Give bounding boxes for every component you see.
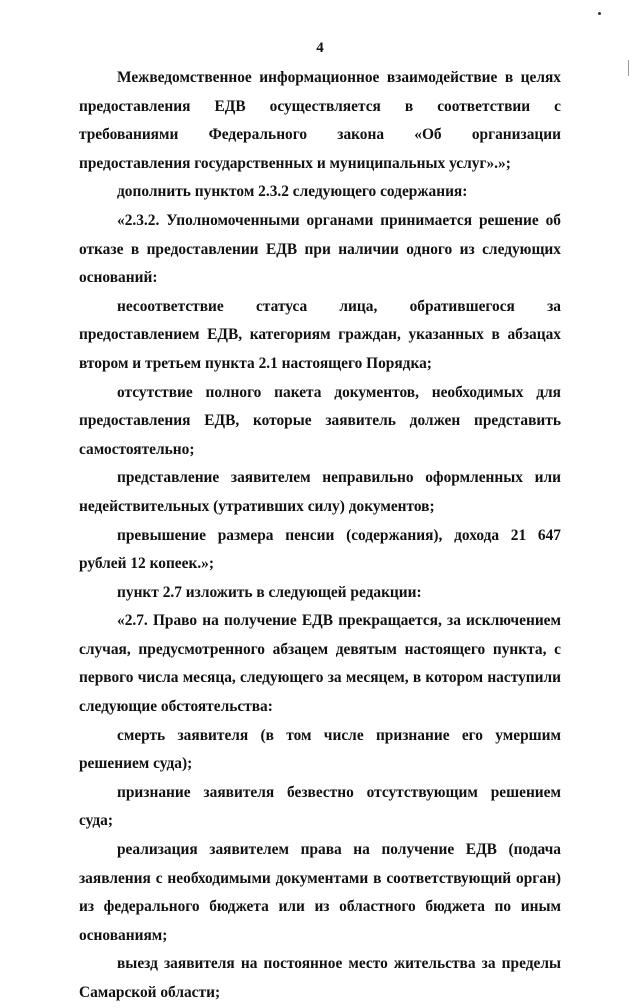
scan-speck: [598, 12, 601, 15]
paragraph-clause-2-7-intro: пункт 2.7 изложить в следующей редакции:: [117, 583, 422, 601]
scan-edge-mark: [628, 60, 629, 76]
paragraph-clause-2-7: «2.7. Право на получение ЕДВ прекращается, за исключением случая, предусмотренного абзацем девятым настоящего пункта, с первого числа месяца, следующего за месяцем, в котором наступили следующие обстоятельства:: [79, 612, 561, 716]
paragraph-income-threshold: превышение размера пенсии (содержания), дохода 21 647 рублей 12 копеек.»;: [79, 526, 561, 573]
paragraph-incomplete-documents: отсутствие полного пакета документов, необходимых для предоставления ЕДВ, которые заявитель должен представить самостоятельно;: [79, 383, 561, 458]
paragraph-invalid-documents: представление заявителем неправильно оформленных или недействительных (утративших силу) документов;: [79, 469, 561, 515]
paragraph-interagency-cooperation: Межведомственное информационное взаимодействие в целях предоставления ЕДВ осуществляется в соответствии с требованиями Федерального закона «Об организации предоставления государственных и муниципальных услуг».»;: [79, 69, 561, 172]
paragraph-clause-2-3-2: «2.3.2. Уполномоченными органами принимается решение об отказе в предоставлении ЕДВ при наличии одного из следующих оснований:: [79, 211, 561, 287]
paragraph-add-clause-2-3-2: дополнить пунктом 2.3.2 следующего содержания:: [117, 183, 468, 201]
paragraph-relocation: выезд заявителя на постоянное место жительства за пределы Самарской области;: [79, 955, 561, 1001]
page-number: 4: [316, 40, 324, 56]
paragraph-death-of-applicant: смерть заявителя (в том числе признание его умершим решением суда);: [79, 726, 561, 773]
paragraph-other-grounds: реализация заявителем права на получение ЕДВ (подача заявления с необходимыми документами в соответствующий орган) из федерального бюджета или из областного бюджета по иным основаниям;: [79, 841, 561, 944]
paragraph-status-mismatch: несоответствие статуса лица, обратившегося за предоставлением ЕДВ, категориям граждан, указанных в абзацах втором и третьем пункта 2.1 настоящего Порядка;: [79, 297, 561, 372]
paragraph-missing-applicant: признание заявителя безвестно отсутствующим решением суда;: [79, 783, 561, 830]
document-body: [79, 64, 561, 1008]
